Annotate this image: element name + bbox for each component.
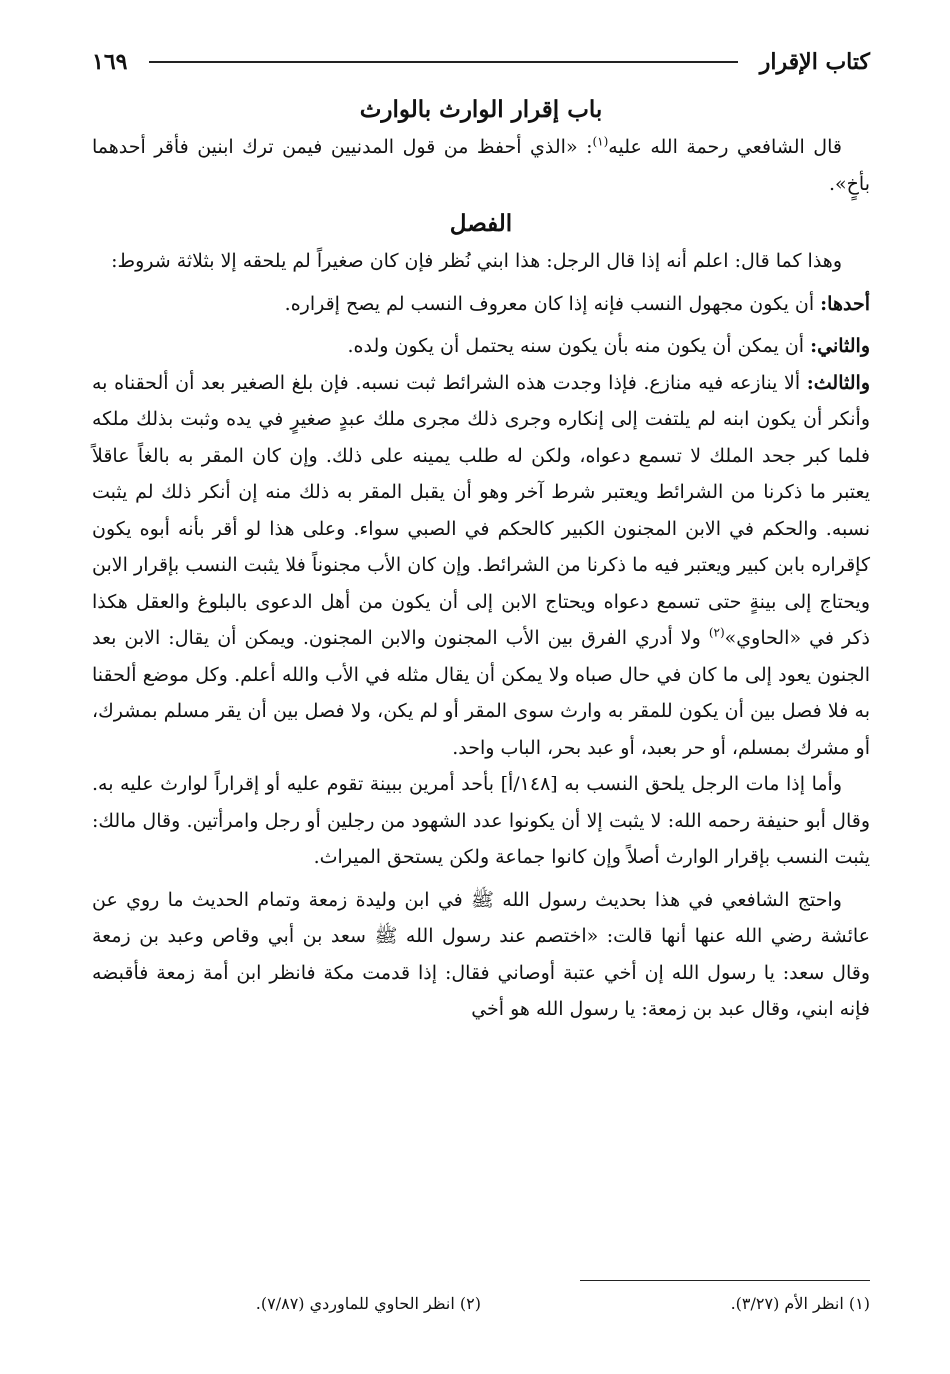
footnote-ref-2: (٢) [708,625,725,640]
condition-3-text: ألا ينازعه فيه منازع. فإذا وجدت هذه الشرائط ثبت نسبه. فإن بلغ الصغير بعد أن ألحقناه به وأنكر أن يكون ابنه لم يلتفت إلى إنكاره وجرى ذلك مجرى ملك عبدٍ صغيرٍ في يده وثبت بذلك ملكه فلما كبر جحد الملك لا تسمع دعواه، ولكن له طلب يمينه على ذلك. وإن كان المقر به بالغاً عاقلاً يعتبر ما ذكرنا من الشرائط ويعتبر شرط آخر وهو أن يقبل المقر به ذلك منه إن أنكر ذلك لم يثبت نسبه. والحكم في الابن المجنون الكبير كالحكم في الصبي سواء. وعلى هذا لو أقر بأنه أبوه يكون كإقراره بابن كبير ويعتبر فيه ما ذكرنا من الشرائط. وإن كان الأب مجنوناً فلا يثبت النسب بإقرار الابن ويحتاج إلى بينةٍ حتى تسمع دعواه ويحتاج الابن إلى أن يكون من أهل الدعوى بالبلوغ والعقل هكذا ذكر في «الحاوي» [92,371,870,649]
condition-2 [92,328,870,365]
header-rule [149,61,737,63]
footnote-1: (١) انظر الأم (٣/٢٧). [730,1294,870,1313]
death-paragraph: وأما إذا مات الرجل يلحق النسب به [١٤٨/أ] بأحد أمرين ببينة تقوم عليه أو إقراراً لوارث عليه به. وقال أبو حنيفة رحمه الله: لا يثبت إلا أن يكونوا عدد الشهود من رجلين أو رجل وامرأتين. وقال مالك: يثبت النسب بإقرار الوارث أصلاً وإن كانوا جماعة ولكن يستحق الميراث. [92,773,870,868]
section-heading: الفصل [449,210,513,237]
condition-3 [92,365,870,767]
condition-3-tail: ولا أدري الفرق بين الأب المجنون والابن المجنون. ويمكن أن يقال: الابن بعد الجنون يعود إلى ما كان في حال صباه ولا يمكن أن يقال مثله في الأب والله أعلم. وكل موضع ألحقنا به فلا فصل بين أن يكون للمقر به وارث سوى المقر أو لم يكن، ولا فصل بين أن يقر مسلم بمشرك، أو مشرك بمسلم، أو حر بعبد، أو عبد بحر، الباب واحد. [92,627,870,759]
condition-1-text: أن يكون مجهول النسب فإنه إذا كان معروف النسب لم يصح إقراره. [284,292,821,315]
page-content [92,88,870,1028]
quote-after: : «الذي أحفظ من قول المدنيين فيمن ترك ابنين فأقر أحدهما بأخٍ». [92,136,870,195]
salutation-glyph: ﷺ [471,888,494,911]
page-number: ١٦٩ [92,49,128,75]
footnote-ref-1: (١) [592,134,609,149]
footnote-2: (٢) انظر الحاوي للماوردي (٧/٨٧). [255,1294,481,1313]
hadith-part-3: سعد بن أبي وقاص وعبد بن زمعة وقال سعد: يا رسول الله إن أخي عتبة أوصاني فقال: إذا قدمت مكة فانظر ابن أمة زمعة فأقبضه فإنه ابني، وقال عبد بن زمعة: يا رسول الله هو أخي [92,925,870,1020]
quote-before: قال الشافعي رحمة الله عليه [608,136,842,158]
footnotes [92,1294,870,1313]
hadith-part-2: في ابن وليدة زمعة وتمام الحديث ما روي عن عائشة رضي الله عنها أنها قالت: «اختصم عند رسول الله [92,888,870,947]
condition-2-text: أن يمكن أن يكون منه بأن يكون سنه يحتمل أن يكون ولده. [347,335,811,357]
hadith-paragraph [92,882,870,1028]
intro-paragraph: وهذا كما قال: اعلم أنه إذا قال الرجل: هذا ابني نُظر فإن كان صغيراً لم يلحقه إلا بثلاثة شروط: [111,250,842,272]
shafii-quote [92,129,870,202]
footnote-separator [580,1280,870,1281]
running-header [92,44,870,80]
book-title: كتاب الإقرار [759,49,870,75]
condition-1 [92,286,870,323]
condition-2-lead: والثاني: [810,335,870,357]
condition-1-lead: أحدها: [820,292,870,315]
chapter-heading: باب إقرار الوارث بالوارث [359,96,603,123]
salutation-glyph: ﷺ [374,925,398,947]
condition-3-lead: والثالث: [806,371,870,394]
hadith-part-1: واحتج الشافعي في هذا بحديث رسول الله [494,888,842,911]
